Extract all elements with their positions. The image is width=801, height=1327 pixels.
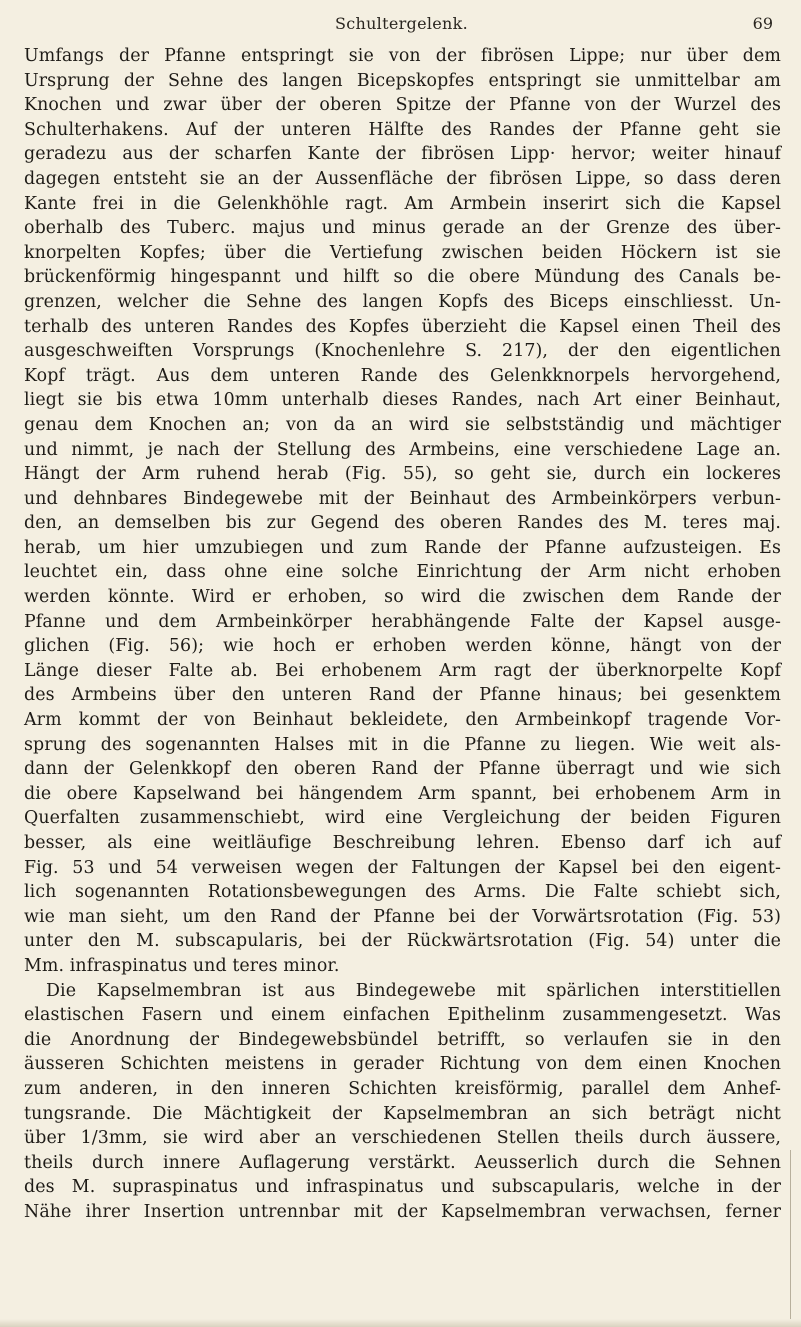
text-line: dagegen entsteht sie an der Aussenfläche der fibrösen Lippe, so dass deren: [24, 168, 781, 189]
text-line: wie man sieht, um den Rand der Pfanne bei der Vorwärtsrotation (Fig. 53): [24, 906, 781, 927]
text-line: glichen (Fig. 56); wie hoch er erhoben werden könne, hängt von der: [24, 636, 781, 657]
text-line: besser, als eine weitläufige Beschreibung lehren. Ebenso darf ich auf: [24, 833, 781, 853]
text-line: dann der Gelenkkopf den oberen Rand der Pfanne überragt und wie sich: [24, 759, 781, 780]
text-line: knorpelten Kopfes; über die Vertiefung zwischen beiden Höckern ist sie: [24, 242, 781, 263]
text-line: Arm kommt der von Beinhaut bekleidete, den Armbeinkopf tragende Vor-: [24, 710, 781, 731]
text-line-paragraph-start: Die Kapselmembran ist aus Bindegewebe mit spärlichen interstitiellen: [46, 980, 781, 1001]
text-line: liegt sie bis etwa 10mm unterhalb dieses Randes, nach Art einer Beinhaut,: [24, 390, 781, 411]
text-line: Nähe ihrer Insertion untrennbar mit der Kapselmembran verwachsen, ferner: [24, 1201, 781, 1222]
text-line: leuchtet ein, dass ohne eine solche Einrichtung der Arm nicht erhoben: [24, 562, 781, 583]
page-number: 69: [752, 14, 773, 33]
text-line: terhalb des unteren Randes des Kopfes überzieht die Kapsel einen Theil des: [24, 316, 781, 337]
text-line: über 1/3mm, sie wird aber an verschiedenen Stellen theils durch äussere,: [24, 1128, 781, 1149]
text-line: herab, um hier umzubiegen und zum Rande der Pfanne aufzusteigen. Es: [24, 537, 781, 558]
text-line: Pfanne und dem Armbeinkörper herabhängende Falte der Kapsel ausge-: [24, 611, 781, 632]
text-line: den, an demselben bis zur Gegend des oberen Randes des M. teres maj.: [24, 513, 781, 534]
text-line: Ursprung der Sehne des langen Bicepskopfes entspringt sie unmittelbar am: [24, 70, 781, 91]
text-line: äusseren Schichten meistens in gerader Richtung von dem einen Knochen: [24, 1054, 781, 1075]
text-line: werden könnte. Wird er erhoben, so wird die zwischen dem Rande der: [24, 587, 781, 608]
text-line: die obere Kapselwand bei hängendem Arm spannt, bei erhobenem Arm in: [24, 783, 781, 804]
text-line-paragraph-end: Mm. infraspinatus und teres minor.: [24, 955, 340, 976]
text-line: brückenförmig hingespannt und hilft so die obere Mündung des Canals be-: [24, 267, 781, 288]
page-header: [24, 14, 779, 40]
text-line: ausgeschweiften Vorsprungs (Knochenlehre S. 217), der den eigentlichen: [24, 341, 781, 362]
text-line: Schulterhakens. Auf der unteren Hälfte des Randes der Pfanne geht sie: [24, 119, 781, 140]
page-bottom-shadow: [0, 1319, 801, 1327]
text-line: elastischen Fasern und einem einfachen Epithelinm zusammengesetzt. Was: [24, 1005, 781, 1026]
text-line: des M. supraspinatus und infraspinatus und subscapularis, welche in der: [24, 1177, 781, 1198]
text-line: Fig. 53 und 54 verweisen wegen der Faltungen der Kapsel bei den eigent-: [24, 857, 781, 878]
running-title: Schultergelenk.: [334, 14, 469, 33]
text-line: Länge dieser Falte ab. Bei erhobenem Arm ragt der überknorpelte Kopf: [24, 660, 781, 681]
text-line: tungsrande. Die Mächtigkeit der Kapselmembran an sich beträgt nicht: [24, 1103, 781, 1124]
text-line: grenzen, welcher die Sehne des langen Kopfs des Biceps einschliesst. Un-: [24, 291, 781, 312]
body-text: [24, 44, 781, 1225]
text-line: oberhalb des Tuberc. majus und minus gerade an der Grenze des über-: [24, 218, 781, 239]
text-line: Kante frei in die Gelenkhöhle ragt. Am Armbein inserirt sich die Kapsel: [24, 193, 781, 214]
text-line: lich sogenannten Rotationsbewegungen des Arms. Die Falte schiebt sich,: [24, 882, 781, 903]
text-line: sprung des sogenannten Halses mit in die Pfanne zu liegen. Wie weit als-: [24, 734, 781, 755]
page-edge-line: [790, 1150, 791, 1320]
text-line: Umfangs der Pfanne entspringt sie von der fibrösen Lippe; nur über dem: [24, 46, 781, 66]
text-line: Querfalten zusammenschiebt, wird eine Vergleichung der beiden Figuren: [24, 808, 781, 829]
text-line: geradezu aus der scharfen Kante der fibrösen Lipp· hervor; weiter hinauf: [24, 144, 781, 165]
text-line: theils durch innere Auflagerung verstärkt. Aeusserlich durch die Sehnen: [24, 1152, 781, 1173]
text-line: des Armbeins über den unteren Rand der Pfanne hinaus; bei gesenktem: [24, 685, 781, 706]
text-line: und dehnbares Bindegewebe mit der Beinhaut des Armbeinkörpers verbun-: [24, 488, 781, 509]
text-line: zum anderen, in den inneren Schichten kreisförmig, parallel dem Anhef-: [24, 1078, 781, 1099]
text-line: Hängt der Arm ruhend herab (Fig. 55), so geht sie, durch ein lockeres: [24, 464, 781, 485]
text-line: Knochen und zwar über der oberen Spitze der Pfanne von der Wurzel des: [24, 95, 781, 116]
text-line: Kopf trägt. Aus dem unteren Rande des Gelenkknorpels hervorgehend,: [24, 365, 781, 386]
text-line: unter den M. subscapularis, bei der Rückwärtsrotation (Fig. 54) unter die: [24, 931, 781, 952]
text-line: die Anordnung der Bindegewebsbündel betrifft, so verlaufen sie in den: [24, 1029, 781, 1050]
text-line: genau dem Knochen an; von da an wird sie selbstständig und mächtiger: [24, 414, 781, 435]
text-line: und nimmt, je nach der Stellung des Armbeins, eine verschiedene Lage an.: [24, 439, 781, 460]
